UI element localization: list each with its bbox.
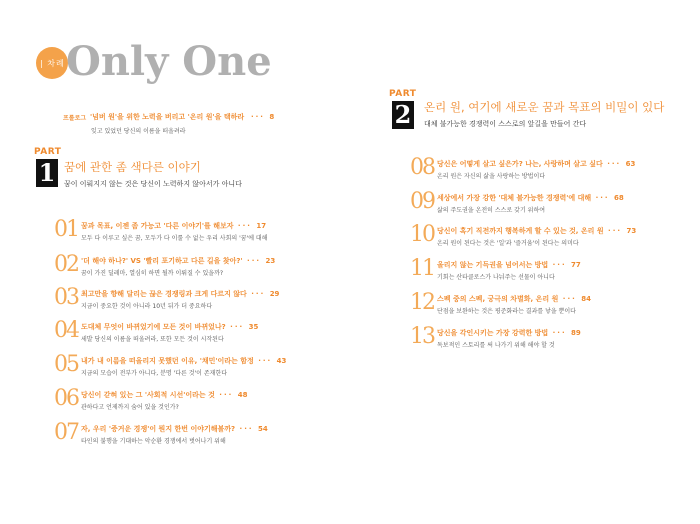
part1-number: 1: [36, 159, 58, 187]
chapter-sub: 온리 원은 자신의 삶을 사랑하는 방법이다: [437, 173, 546, 180]
part1-sub: 꿈이 이뤄지지 않는 것은 당신이 노력하지 않아서가 아니다: [64, 180, 242, 188]
chapter-number: 01: [54, 217, 78, 242]
toc-item[interactable]: [410, 222, 690, 252]
chapter-number: 05: [54, 352, 78, 377]
toc-item[interactable]: [54, 217, 354, 247]
chapter-number: 13: [410, 324, 434, 349]
prologue-title: '넘버 원'을 위한 노력을 버리고 '온리 원'을 택하라 ··· 8: [90, 113, 275, 121]
toc-item[interactable]: [54, 285, 354, 315]
chapter-number: 02: [54, 252, 78, 277]
chapter-number: 08: [410, 155, 434, 180]
chapter-number: 03: [54, 285, 78, 310]
chapter-sub: 타인의 불행을 기대하는 악순환 경쟁에서 벗어나기 위해: [81, 438, 226, 445]
chapter-page: 73: [626, 227, 637, 235]
chapter-title: 당신이 혹기 직전까지 행복하게 할 수 있는 것, 온리 원 ··· 73: [437, 227, 637, 235]
chapter-title: 내가 내 이름을 떠올리지 못했던 이유, '채민'이라는 함정 ··· 43: [81, 357, 287, 365]
toc-item[interactable]: [410, 256, 690, 286]
prologue-label: 프롤로그: [63, 115, 87, 122]
chapter-page: 35: [248, 323, 259, 331]
chapter-page: 54: [257, 425, 268, 433]
chapter-page: 89: [571, 329, 581, 337]
toc-item[interactable]: [54, 318, 354, 348]
chapter-sub: 온리 원이 된다는 것은 '일'과 '즐거움'이 된다는 의미다: [437, 240, 579, 247]
chapter-sub: 독보적인 스토리를 써 나가기 위해 해야 할 것: [437, 342, 555, 349]
chapter-number: 12: [410, 290, 434, 315]
chapter-page: 43: [276, 357, 287, 365]
chapter-page: 77: [571, 261, 581, 269]
chapter-sub: 꿈이 가진 딜레마, 열심히 하면 될까 이뤄질 수 있을까?: [81, 270, 224, 277]
chapter-title: 당신을 각인시키는 가장 강력한 방법 ··· 89: [437, 329, 581, 337]
toc-item[interactable]: [54, 386, 354, 416]
chapter-page: 63: [625, 160, 636, 168]
chapter-page: 68: [614, 194, 624, 202]
prologue-page: 8: [269, 113, 275, 121]
chapter-number: 06: [54, 386, 78, 411]
part1-title: 꿈에 관한 좀 색다른 이야기: [64, 160, 201, 174]
chapter-page: 84: [581, 295, 591, 303]
chapter-title: 꿈과 목표, 이젠 좀 가능고 '다른 이야기'를 해보자 ··· 17: [81, 222, 267, 230]
chapter-sub: 지금이 중요한 것이 아니라 10년 뒤가 더 중요하다: [81, 303, 213, 310]
contents-tag: | 차례 |: [40, 59, 72, 68]
chapter-title: 당신이 갇혀 있는 그 '사회적 시선'이라는 것 ··· 48: [81, 391, 248, 399]
chapter-sub: 단점을 보완하는 것은 평준화라는 결과를 낳을 뿐이다: [437, 308, 576, 315]
chapter-number: 07: [54, 420, 78, 445]
toc-item[interactable]: [410, 324, 690, 354]
part1-word: PART: [34, 147, 62, 157]
part2-sub: 대체 불가능한 경쟁력이 스스로의 앞길을 만들어 간다: [424, 120, 587, 128]
chapter-title: 도대체 무엇이 바뀌었기에 모든 것이 바뀌었나? ··· 35: [81, 323, 259, 331]
page-title: Only One: [66, 38, 272, 85]
chapter-number: 10: [410, 222, 434, 247]
chapter-number: 04: [54, 318, 78, 343]
chapter-page: 48: [237, 391, 248, 399]
chapter-title: '더 해야 하나?' VS '빨리 포기하고 다른 길을 찾아?' ··· 23: [81, 257, 276, 265]
chapter-page: 17: [256, 222, 267, 230]
toc-item[interactable]: [410, 155, 690, 185]
chapter-title: 자, 우리 '증거운 경쟁'이 뭔지 한번 이야기해볼까? ··· 54: [81, 425, 268, 433]
part2-word: PART: [389, 89, 417, 99]
chapter-title: 당신은 어떻게 살고 싶은가? 나는, 사랑하며 살고 싶다 ··· 63: [437, 160, 636, 168]
toc-item[interactable]: [54, 252, 354, 282]
prologue-title-text: '넘버 원'을 위한 노력을 버리고 '온리 원'을 택하라: [90, 113, 245, 121]
chapter-number: 11: [410, 256, 434, 281]
part2-title: 온리 원, 여기에 새로운 꿈과 목표의 비밀이 있다: [424, 100, 665, 114]
chapter-title: 최고만을 향해 달리는 끊은 경쟁링과 크게 다르지 않다 ··· 29: [81, 290, 280, 298]
toc-item[interactable]: [410, 189, 690, 219]
chapter-title: 세상에서 가장 강한 '대체 불가능한 경쟁력'에 대해 ··· 68: [437, 194, 624, 202]
chapter-page: 23: [265, 257, 276, 265]
part2-number: 2: [392, 101, 414, 129]
chapter-sub: 기회는 산타클로스가 나눠주는 선물이 아니다: [437, 274, 555, 281]
toc-item[interactable]: [410, 290, 690, 320]
chapter-sub: 모두 다 이루고 싶은 꿈, 모두가 다 이룰 수 없는 우리 사회의 '꿈'에 대해: [81, 235, 268, 242]
chapter-title: 스펙 중의 스펙, 궁극의 차별화, 온리 원 ··· 84: [437, 295, 591, 303]
prologue-sub: 잊고 있었던 당신의 이름을 떠올려라: [91, 128, 186, 135]
chapter-sub: 관하다고 언제까지 숨어 있을 것인가?: [81, 404, 179, 411]
chapter-number: 09: [410, 189, 434, 214]
chapter-title: 올리지 않는 기득권을 넘어서는 방법 ··· 77: [437, 261, 581, 269]
chapter-sub: 세발 당신의 이름을 떠올려라, 또한 모든 것이 시작된다: [81, 336, 224, 343]
chapter-sub: 지금의 모습이 전부가 아니다, 분명 '다른 것'이 존재한다: [81, 370, 228, 377]
chapter-page: 29: [269, 290, 280, 298]
toc-item[interactable]: [54, 352, 354, 382]
toc-item[interactable]: [54, 420, 354, 450]
chapter-sub: 삶의 주도권을 온전히 스스로 갖기 위하여: [437, 207, 546, 214]
